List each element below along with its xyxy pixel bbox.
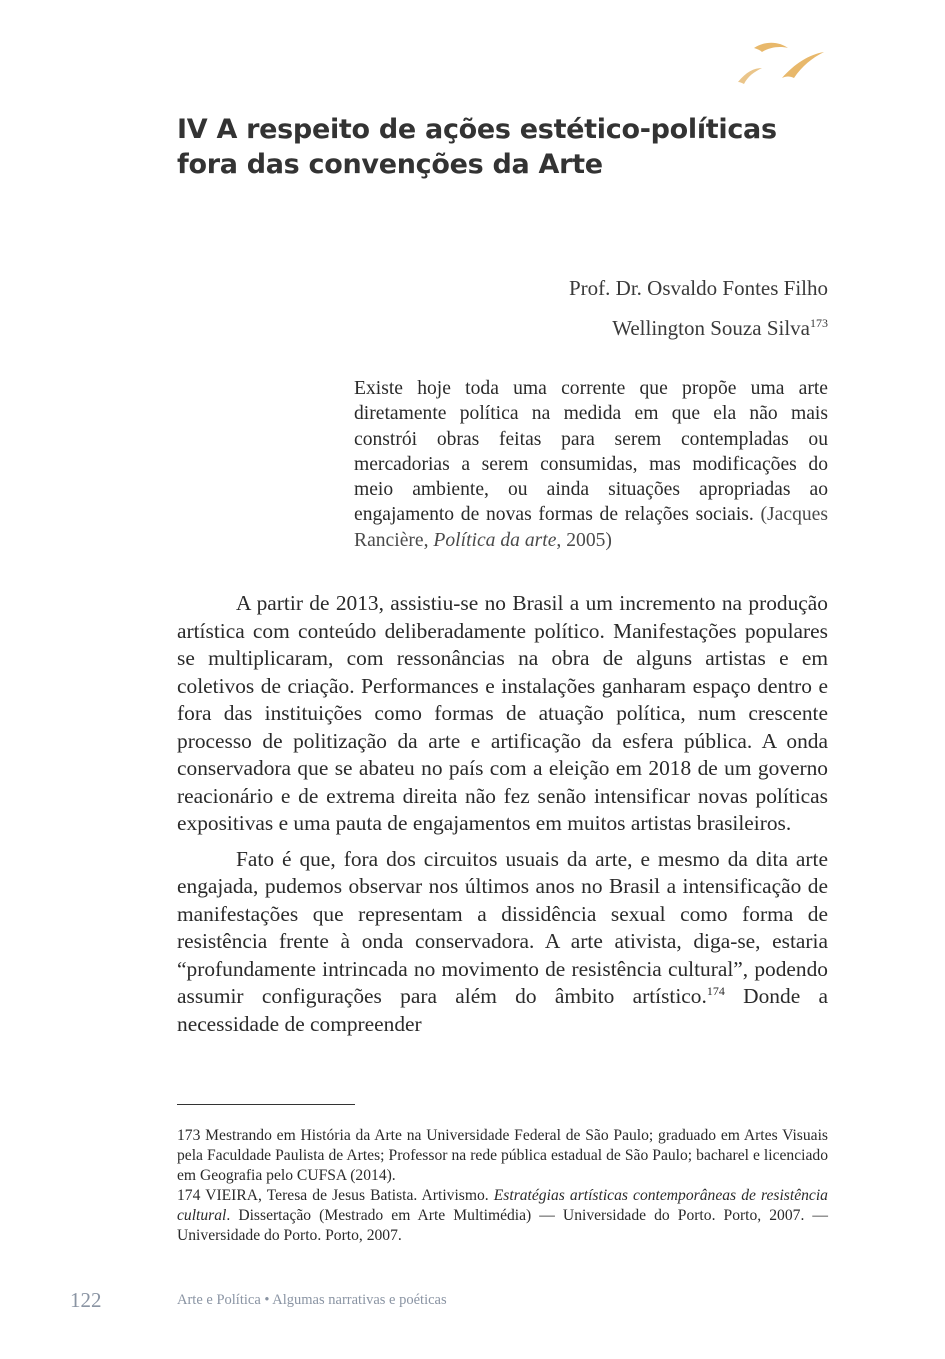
- footnotes: [177, 1126, 828, 1246]
- authors: [420, 274, 828, 354]
- epigraph: [354, 376, 828, 553]
- paragraph-2-text: Fato é que, fora dos circuitos usuais da arte, e mesmo da dita arte engajada, pudemos observar nos últimos anos no Brasil a intensificação de manifestações que representam a dissidência sexual como forma de resistência frente à onda conservadora. A arte ativista, diga-se, estaria “profundamente intrincada no movimento de resistência cultural”, podendo assumir configurações para além do âmbito artístico.: [177, 846, 828, 1008]
- bird-small: [738, 68, 762, 84]
- running-title: Arte e Política • Algumas narrativas e poéticas: [177, 1292, 447, 1308]
- chapter-title-line-1: IV A respeito de ações estético-políticas: [177, 114, 777, 145]
- paragraph-2-continuation: Donde a necessidade de compreender: [177, 984, 828, 1036]
- epigraph-source-title: Política da arte: [433, 529, 557, 551]
- epigraph-text: Existe hoje toda uma corrente que propõe uma arte diretamente política na medida em que ela não mais constrói obras feitas para serem contempladas ou mercadorias a serem consumidas, mas modificações do meio ambiente, ou ainda situações apropriadas ao engajamento de novas formas de relações sociais.: [354, 378, 828, 526]
- footnote-divider: [177, 1104, 355, 1105]
- bird-medium: [782, 52, 824, 78]
- footnote-173: 173 Mestrando em História da Arte na Universidade Federal de São Paulo; graduado em Artes Visuais pela Faculdade Paulista de Artes; Professor na rede pública estadual de São Paulo; bacharel e licenciado em Geografia pelo CUFSA (2014).: [177, 1127, 828, 1184]
- body-text: [177, 590, 828, 1046]
- author-2-name: Wellington Souza Silva: [612, 316, 810, 340]
- chapter-title: [177, 112, 837, 182]
- footnote-174-author: 174 VIEIRA, Teresa de Jesus Batista. Artivismo.: [177, 1187, 494, 1204]
- bird-large: [754, 43, 788, 52]
- epigraph-source-author: (Jacques Rancière,: [354, 504, 828, 551]
- footnote-174-details: . Dissertação (Mestrado em Arte Multimédia) — Universidade do Porto. Porto, 2007. — Universidade do Porto. Porto, 2007.: [177, 1207, 828, 1244]
- paragraph-1: A partir de 2013, assistiu-se no Brasil a um incremento na produção artística com conteúdo deliberadamente político. Manifestações populares se multiplicaram, com ressonâncias na obra de alguns artistas e em coletivos de criação. Performances e instalações ganharam espaço dentro e fora das instituições como formas de atuação política, num crescente processo de politização da arte e artificação da esfera pública. A onda conservadora que se abateu no país com a eleição em 2018 de um governo reacionário e de extrema direita não fez senão intensificar novas políticas expositivas e uma pauta de engajamentos em muitos artistas brasileiros.: [177, 591, 828, 835]
- author-1: Prof. Dr. Osvaldo Fontes Filho: [568, 276, 828, 300]
- footnote-ref-173[interactable]: 173: [810, 316, 828, 330]
- page-number: 122: [70, 1288, 102, 1312]
- chapter-title-line-2: fora das convenções da Arte: [177, 149, 603, 180]
- epigraph-source-year: , 2005): [556, 529, 612, 551]
- paragraph-2: [177, 846, 828, 1039]
- footnote-174-title: Estratégias artísticas contemporâneas de resistência cultural: [177, 1187, 828, 1224]
- footnote-ref-174[interactable]: 174: [706, 983, 725, 998]
- footnote-174: [177, 1186, 828, 1246]
- birds-icon: [736, 38, 826, 86]
- author-2: [420, 314, 828, 342]
